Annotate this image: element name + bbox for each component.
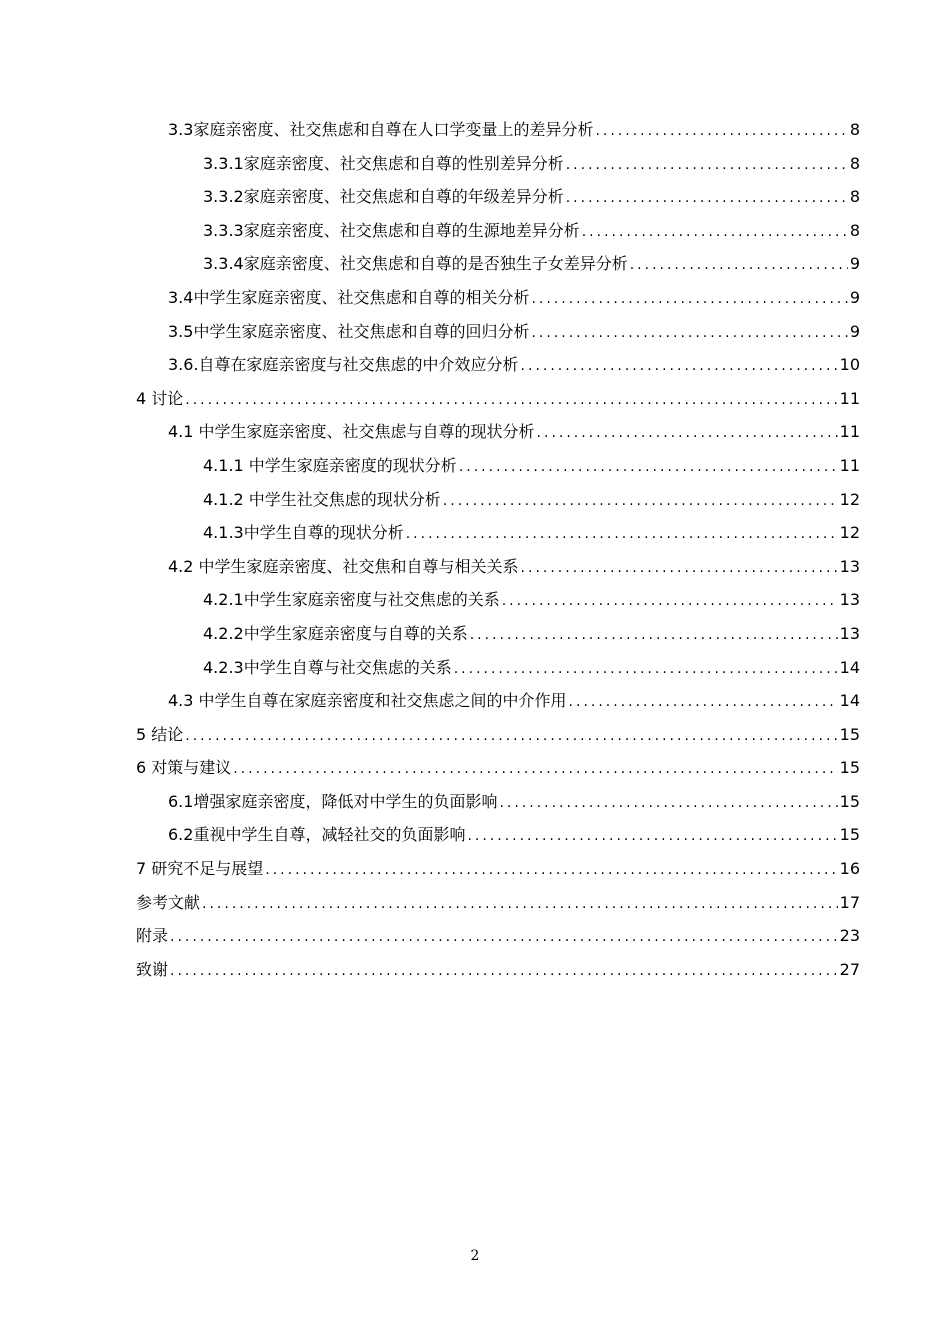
toc-entry-title: 6.2重视中学生自尊，减轻社交的负面影响 <box>168 825 466 845</box>
toc-entry-title: 4.1.2 中学生社交焦虑的现状分析 <box>203 489 441 509</box>
toc-entry-title: 4.1.1 中学生家庭亲密度的现状分析 <box>203 455 457 475</box>
toc-entry-page: 27 <box>839 959 860 979</box>
toc-dot-leader <box>566 149 848 183</box>
toc-entry-title: 4.2 中学生家庭亲密度、社交焦和自尊与相关关系 <box>168 556 519 576</box>
toc-entry[interactable] <box>136 214 860 248</box>
toc-dot-leader <box>595 115 847 149</box>
toc-entry-page: 15 <box>839 758 860 778</box>
toc-entry[interactable] <box>136 718 860 752</box>
toc-dot-leader <box>470 619 838 653</box>
toc-dot-leader <box>531 317 847 351</box>
toc-entry-page: 9 <box>849 321 860 341</box>
toc-entry-title: 4 讨论 <box>136 388 184 408</box>
toc-dot-leader <box>454 653 838 687</box>
toc-dot-leader <box>185 720 837 754</box>
toc-dot-leader <box>566 182 848 216</box>
toc-entry-page: 15 <box>839 724 860 744</box>
toc-dot-leader <box>569 686 838 720</box>
toc-entry-title: 3.3.4家庭亲密度、社交焦虑和自尊的是否独生子女差异分析 <box>203 254 628 274</box>
toc-entry-page: 8 <box>849 153 860 173</box>
toc-dot-leader <box>531 283 847 317</box>
toc-entry-title: 致谢 <box>136 959 169 979</box>
toc-entry[interactable] <box>136 651 860 685</box>
toc-entry-title: 6.1增强家庭亲密度，降低对中学生的负面影响 <box>168 791 498 811</box>
toc-dot-leader <box>443 485 838 519</box>
toc-entry[interactable] <box>136 886 860 920</box>
toc-entry[interactable] <box>136 180 860 214</box>
toc-dot-leader <box>467 820 837 854</box>
toc-entry-page: 14 <box>839 691 860 711</box>
toc-entry-page: 9 <box>849 254 860 274</box>
toc-entry-title: 6 对策与建议 <box>136 758 232 778</box>
toc-entry[interactable] <box>136 583 860 617</box>
toc-entry-page: 13 <box>839 556 860 576</box>
toc-entry-page: 10 <box>839 355 860 375</box>
toc-entry-title: 参考文献 <box>136 892 201 912</box>
toc-entry-page: 16 <box>839 859 860 879</box>
table-of-contents <box>136 113 860 986</box>
toc-entry[interactable] <box>136 247 860 281</box>
toc-entry-title: 4.2.3中学生自尊与社交焦虑的关系 <box>203 657 452 677</box>
toc-entry[interactable] <box>136 348 860 382</box>
toc-entry-page: 8 <box>849 120 860 139</box>
toc-entry[interactable] <box>136 281 860 315</box>
toc-entry-title: 3.3.1家庭亲密度、社交焦虑和自尊的性别差异分析 <box>203 153 564 173</box>
toc-dot-leader <box>582 216 848 250</box>
toc-dot-leader <box>170 921 838 955</box>
toc-entry-page: 15 <box>839 825 860 845</box>
toc-entry-page: 23 <box>839 926 860 946</box>
toc-dot-leader <box>502 585 838 619</box>
toc-dot-leader <box>265 854 837 888</box>
toc-entry-page: 8 <box>849 187 860 207</box>
toc-entry-title: 7 研究不足与展望 <box>136 859 264 879</box>
toc-entry[interactable] <box>136 516 860 550</box>
toc-entry[interactable] <box>136 113 860 147</box>
toc-entry-title: 附录 <box>136 926 169 946</box>
toc-dot-leader <box>202 888 838 922</box>
toc-entry-title: 3.3.3家庭亲密度、社交焦虑和自尊的生源地差异分析 <box>203 220 580 240</box>
toc-entry-title: 3.3家庭亲密度、社交焦虑和自尊在人口学变量上的差异分析 <box>168 120 594 139</box>
toc-entry-title: 3.6.自尊在家庭亲密度与社交焦虑的中介效应分析 <box>168 355 519 375</box>
toc-entry[interactable] <box>136 684 860 718</box>
toc-entry[interactable] <box>136 919 860 953</box>
toc-entry[interactable] <box>136 953 860 987</box>
toc-entry-title: 4.1.3中学生自尊的现状分析 <box>203 523 404 543</box>
toc-dot-leader <box>537 417 838 451</box>
toc-entry-page: 13 <box>839 623 860 643</box>
page-number: 2 <box>470 1248 480 1264</box>
toc-dot-leader <box>185 384 837 418</box>
toc-entry-title: 4.2.1中学生家庭亲密度与社交焦虑的关系 <box>203 590 500 610</box>
toc-entry-title: 4.3 中学生自尊在家庭亲密度和社交焦虑之间的中介作用 <box>168 691 567 711</box>
toc-entry-page: 14 <box>839 657 860 677</box>
toc-dot-leader <box>630 249 848 283</box>
toc-entry-title: 3.3.2家庭亲密度、社交焦虑和自尊的年级差异分析 <box>203 187 564 207</box>
toc-entry-page: 9 <box>849 287 860 307</box>
toc-entry-page: 11 <box>839 422 860 442</box>
toc-entry-page: 15 <box>839 791 860 811</box>
toc-entry[interactable] <box>136 550 860 584</box>
toc-entry-page: 12 <box>839 523 860 543</box>
toc-dot-leader <box>233 753 837 787</box>
toc-entry[interactable] <box>136 818 860 852</box>
toc-entry-page: 13 <box>839 590 860 610</box>
toc-entry[interactable] <box>136 751 860 785</box>
toc-entry[interactable] <box>136 415 860 449</box>
toc-entry[interactable] <box>136 785 860 819</box>
toc-entry[interactable] <box>136 315 860 349</box>
toc-entry-title: 5 结论 <box>136 724 184 744</box>
toc-entry-title: 3.5中学生家庭亲密度、社交焦虑和自尊的回归分析 <box>168 321 530 341</box>
toc-entry-page: 8 <box>849 220 860 240</box>
toc-dot-leader <box>499 787 837 821</box>
toc-dot-leader <box>521 552 838 586</box>
toc-entry[interactable] <box>136 382 860 416</box>
toc-entry[interactable] <box>136 852 860 886</box>
toc-entry-page: 11 <box>839 455 860 475</box>
toc-entry-title: 4.2.2中学生家庭亲密度与自尊的关系 <box>203 623 468 643</box>
toc-entry-page: 11 <box>839 388 860 408</box>
toc-entry-page: 12 <box>839 489 860 509</box>
toc-entry[interactable] <box>136 449 860 483</box>
toc-entry[interactable] <box>136 617 860 651</box>
toc-entry-page: 17 <box>839 892 860 912</box>
toc-dot-leader <box>170 955 838 989</box>
toc-entry[interactable] <box>136 147 860 181</box>
toc-entry-title: 3.4中学生家庭亲密度、社交焦虑和自尊的相关分析 <box>168 287 530 307</box>
toc-dot-leader <box>521 350 838 384</box>
toc-entry-title: 4.1 中学生家庭亲密度、社交焦虑与自尊的现状分析 <box>168 422 535 442</box>
toc-entry[interactable] <box>136 483 860 517</box>
toc-dot-leader <box>459 451 838 485</box>
toc-dot-leader <box>406 518 838 552</box>
